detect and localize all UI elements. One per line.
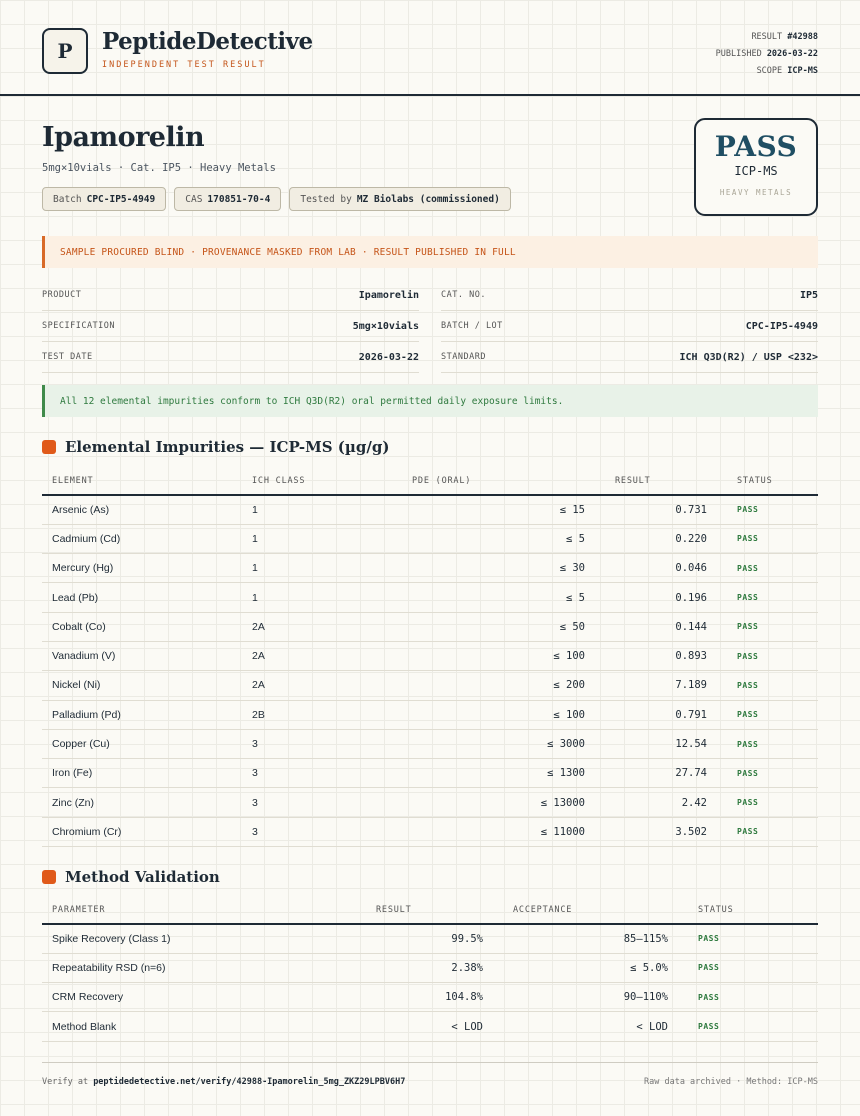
- element-name: Nickel (Ni): [42, 671, 242, 700]
- table-row: [42, 524, 818, 553]
- status-badge: PASS: [688, 953, 818, 982]
- parameter-name: Spike Recovery (Class 1): [42, 924, 366, 953]
- ich-class: 3: [242, 729, 402, 758]
- validation-heading: Method Validation: [42, 868, 220, 886]
- scope-value: ICP-MS: [787, 66, 818, 76]
- pde-limit: ≤ 1300: [402, 759, 605, 788]
- acceptance-range: 85–115%: [503, 924, 688, 953]
- table-row: [42, 817, 818, 846]
- published-line: PUBLISHED 2026-03-22: [715, 49, 818, 59]
- section-marker-icon: [42, 440, 56, 454]
- result-value: 3.502: [605, 817, 727, 846]
- pde-limit: ≤ 100: [402, 641, 605, 670]
- batch-chip: Batch CPC-IP5-4949: [42, 187, 166, 211]
- pde-limit: ≤ 3000: [402, 729, 605, 758]
- status-badge: PASS: [727, 554, 818, 583]
- table-header-row: [42, 896, 818, 924]
- result-value: 7.189: [605, 671, 727, 700]
- ich-class: 1: [242, 524, 402, 553]
- element-name: Cadmium (Cd): [42, 524, 242, 553]
- table-row: [42, 641, 818, 670]
- element-name: Vanadium (V): [42, 641, 242, 670]
- ich-class: 1: [242, 554, 402, 583]
- pde-limit: ≤ 11000: [402, 817, 605, 846]
- published-date: 2026-03-22: [766, 49, 818, 59]
- status-badge: PASS: [727, 612, 818, 641]
- result-value: 2.42: [605, 788, 727, 817]
- brand-tagline: INDEPENDENT TEST RESULT: [102, 60, 266, 70]
- impurities-heading: Elemental Impurities — ICP-MS (µg/g): [42, 438, 389, 456]
- table-row: [42, 788, 818, 817]
- ich-class: 3: [242, 817, 402, 846]
- product-chips: [42, 187, 511, 211]
- result-value: 0.893: [605, 641, 727, 670]
- section-marker-icon: [42, 870, 56, 884]
- info-key: STANDARD: [441, 352, 486, 362]
- table-row: [42, 700, 818, 729]
- pde-limit: ≤ 50: [402, 612, 605, 641]
- status-badge: PASS: [727, 729, 818, 758]
- archive-note: Raw data archived · Method: ICP-MS: [644, 1077, 818, 1087]
- ich-class: 1: [242, 495, 402, 524]
- stamp-scope: HEAVY METALS: [719, 188, 793, 197]
- table-row: [42, 953, 818, 982]
- result-value: 2.38%: [366, 953, 503, 982]
- tested-by-chip: Tested by MZ Biolabs (commissioned): [289, 187, 510, 211]
- status-badge: PASS: [727, 759, 818, 788]
- info-value: 2026-03-22: [358, 351, 419, 363]
- ich-class: 2B: [242, 700, 402, 729]
- result-id: #42988: [787, 32, 818, 42]
- info-value: Ipamorelin: [358, 289, 419, 301]
- table-row: [42, 1012, 818, 1041]
- column-header: ACCEPTANCE: [503, 896, 688, 924]
- status-badge: PASS: [727, 700, 818, 729]
- info-key: CAT. NO.: [441, 290, 486, 300]
- pde-limit: ≤ 15: [402, 495, 605, 524]
- result-value: < LOD: [366, 1012, 503, 1041]
- acceptance-range: < LOD: [503, 1012, 688, 1041]
- result-value: 0.791: [605, 700, 727, 729]
- acceptance-range: 90–110%: [503, 983, 688, 1012]
- blind-notice: SAMPLE PROCURED BLIND · PROVENANCE MASKED FROM LAB · RESULT PUBLISHED IN FULL: [42, 236, 818, 268]
- status-badge: PASS: [688, 1012, 818, 1041]
- pde-limit: ≤ 200: [402, 671, 605, 700]
- column-header: ELEMENT: [42, 467, 242, 495]
- element-name: Lead (Pb): [42, 583, 242, 612]
- element-name: Chromium (Cr): [42, 817, 242, 846]
- pass-stamp: [694, 118, 818, 216]
- status-badge: PASS: [727, 583, 818, 612]
- info-key: PRODUCT: [42, 290, 82, 300]
- ich-class: 2A: [242, 612, 402, 641]
- report-meta: [716, 29, 818, 80]
- table-row: [42, 759, 818, 788]
- table-row: [42, 983, 818, 1012]
- element-name: Iron (Fe): [42, 759, 242, 788]
- parameter-name: Repeatability RSD (n=6): [42, 953, 366, 982]
- result-value: 0.731: [605, 495, 727, 524]
- report-footer: [42, 1062, 818, 1087]
- validation-table: [42, 896, 818, 1042]
- brand-logo: P: [42, 28, 88, 74]
- ich-class: 3: [242, 788, 402, 817]
- result-value: 0.196: [605, 583, 727, 612]
- result-value: 0.220: [605, 524, 727, 553]
- info-grid: [42, 280, 818, 373]
- table-row: [42, 729, 818, 758]
- info-value: 5mg×10vials: [352, 320, 419, 332]
- status-badge: PASS: [727, 524, 818, 553]
- element-name: Palladium (Pd): [42, 700, 242, 729]
- stamp-verdict: PASS: [714, 130, 798, 163]
- ich-class: 2A: [242, 641, 402, 670]
- status-badge: PASS: [727, 671, 818, 700]
- status-badge: PASS: [688, 983, 818, 1012]
- result-value: 0.144: [605, 612, 727, 641]
- pde-limit: ≤ 30: [402, 554, 605, 583]
- stamp-method: ICP-MS: [734, 164, 778, 178]
- table-header-row: [42, 467, 818, 495]
- info-key: BATCH / LOT: [441, 321, 503, 331]
- element-name: Copper (Cu): [42, 729, 242, 758]
- column-header: PDE (ORAL): [402, 467, 605, 495]
- result-value: 104.8%: [366, 983, 503, 1012]
- table-row: [42, 583, 818, 612]
- parameter-name: CRM Recovery: [42, 983, 366, 1012]
- column-header: RESULT: [605, 467, 727, 495]
- status-badge: PASS: [727, 495, 818, 524]
- info-row: [42, 311, 818, 342]
- status-badge: PASS: [727, 788, 818, 817]
- report-header: [0, 0, 860, 96]
- validation-body: [42, 924, 818, 1041]
- element-name: Arsenic (As): [42, 495, 242, 524]
- parameter-name: Method Blank: [42, 1012, 366, 1041]
- info-row: [42, 280, 818, 311]
- element-name: Zinc (Zn): [42, 788, 242, 817]
- status-badge: PASS: [727, 641, 818, 670]
- column-header: PARAMETER: [42, 896, 366, 924]
- verify-link[interactable]: peptidedetective.net/verify/42988-Ipamorelin_5mg_ZKZ29LPBV6H7: [93, 1077, 406, 1087]
- verify-line: Verify at peptidedetective.net/verify/42988-Ipamorelin_5mg_ZKZ29LPBV6H7: [42, 1077, 406, 1087]
- impurities-body: [42, 495, 818, 847]
- product-subtitle: 5mg×10vials · Cat. IP5 · Heavy Metals: [42, 162, 276, 174]
- info-value: IP5: [799, 289, 818, 301]
- pde-limit: ≤ 5: [402, 583, 605, 612]
- ich-class: 2A: [242, 671, 402, 700]
- info-row: [42, 342, 818, 373]
- result-id-line: RESULT #42988: [751, 32, 818, 42]
- element-name: Cobalt (Co): [42, 612, 242, 641]
- acceptance-range: ≤ 5.0%: [503, 953, 688, 982]
- impurities-table: [42, 467, 818, 847]
- info-key: SPECIFICATION: [42, 321, 116, 331]
- pde-limit: ≤ 5: [402, 524, 605, 553]
- column-header: RESULT: [366, 896, 503, 924]
- table-row: [42, 924, 818, 953]
- status-badge: PASS: [688, 924, 818, 953]
- info-key: TEST DATE: [42, 352, 93, 362]
- ich-class: 1: [242, 583, 402, 612]
- pde-limit: ≤ 13000: [402, 788, 605, 817]
- element-name: Mercury (Hg): [42, 554, 242, 583]
- table-row: [42, 671, 818, 700]
- product-title: Ipamorelin: [42, 122, 205, 153]
- info-value: CPC-IP5-4949: [745, 320, 818, 332]
- column-header: ICH CLASS: [242, 467, 402, 495]
- table-row: [42, 612, 818, 641]
- pde-limit: ≤ 100: [402, 700, 605, 729]
- brand-name: PeptideDetective: [102, 28, 313, 55]
- conformance-message: All 12 elemental impurities conform to ICH Q3D(R2) oral permitted daily exposure limits.: [42, 385, 818, 417]
- table-row: [42, 554, 818, 583]
- result-value: 99.5%: [366, 924, 503, 953]
- column-header: STATUS: [688, 896, 818, 924]
- scope-line: SCOPE ICP-MS: [756, 66, 818, 76]
- column-header: STATUS: [727, 467, 818, 495]
- status-badge: PASS: [727, 817, 818, 846]
- ich-class: 3: [242, 759, 402, 788]
- table-row: [42, 495, 818, 524]
- info-value: ICH Q3D(R2) / USP <232>: [679, 351, 818, 363]
- result-value: 12.54: [605, 729, 727, 758]
- cas-chip: CAS 170851-70-4: [174, 187, 281, 211]
- result-value: 27.74: [605, 759, 727, 788]
- result-value: 0.046: [605, 554, 727, 583]
